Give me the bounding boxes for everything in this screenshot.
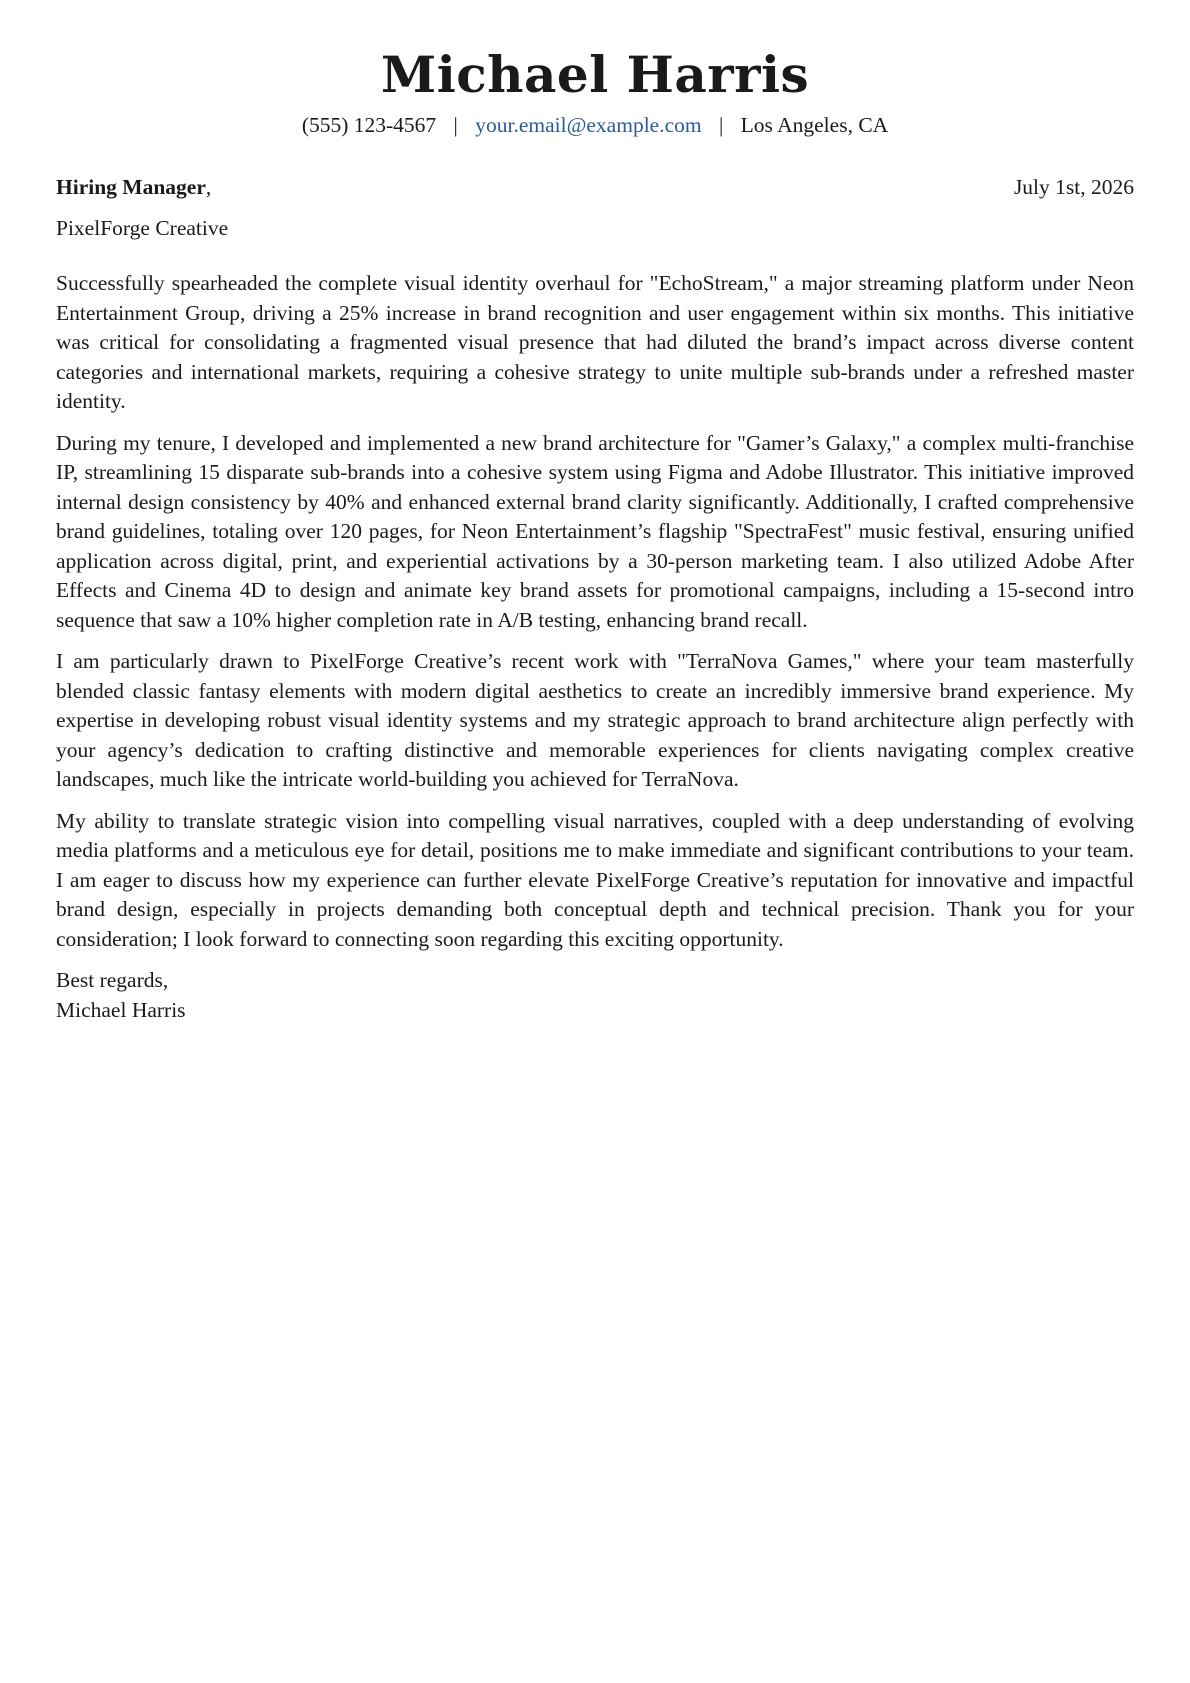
company-name: PixelForge Creative [56, 216, 229, 240]
body-paragraph: Successfully spearheaded the complete visual identity overhaul for "EchoStream," a major streaming platform under Neon Entertainment Group, driving a 25% increase in brand recognition and user engagement within six months. This initiative was critical for consolidating a fragmented visual presence that had diluted the brand’s impact across diverse content categories and international markets, requiring a cohesive strategy to unite multiple sub-brands under a refreshed master identity. [56, 271, 1134, 413]
body-paragraph: I am particularly drawn to PixelForge Creative’s recent work with "TerraNova Games," where your team masterfully blended classic fantasy elements with modern digital aesthetics to create an incredibly immersive brand experience. My expertise in developing robust visual identity systems and my strategic approach to brand architecture align perfectly with your agency’s dedication to crafting distinctive and memorable experiences for clients navigating complex creative landscapes, much like the intricate world-building you achieved for TerraNova. [56, 649, 1134, 791]
contact-separator: | [718, 113, 724, 137]
signature-name: Michael Harris [56, 997, 186, 1022]
phone-number: (555) 123-4567 [301, 113, 437, 137]
salutation [56, 172, 211, 202]
closing-phrase: Best regards, [56, 968, 169, 992]
letter-closing [56, 966, 1134, 1025]
letter-body [56, 269, 1134, 954]
recipient-date-row [56, 172, 1134, 202]
applicant-name: Michael Harris [380, 45, 810, 104]
letter-header [56, 0, 1134, 140]
location: Los Angeles, CA [740, 113, 889, 137]
body-paragraph: During my tenure, I developed and implemented a new brand architecture for "Gamer’s Galaxy," a complex multi-franchise IP, streamlining 15 disparate sub-brands into a cohesive system using Figma and Adobe Illustrator. This initiative improved internal design consistency by 40% and enhanced external brand clarity significantly. Additionally, I crafted comprehensive brand guidelines, totaling over 120 pages, for Neon Entertainment’s flagship "SpectraFest" music festival, ensuring unified application across digital, print, and experiential activations by a 30-person marketing team. I also utilized Adobe After Effects and Cinema 4D to design and animate key brand assets for promotional campaigns, including a 15-second intro sequence that saw a 10% higher completion rate in A/B testing, enhancing brand recall. [56, 430, 1134, 632]
contact-line [56, 110, 1134, 140]
recipient-comma: , [205, 175, 212, 199]
body-paragraph: My ability to translate strategic vision into compelling visual narratives, coupled with a deep understanding of evolving media platforms and a meticulous eye for detail, positions me to make immediate and significant contributions to your team. I am eager to discuss how my experience can further elevate PixelForge Creative’s reputation for innovative and impactful brand design, especially in projects demanding both conceptual depth and technical precision. Thank you for your consideration; I look forward to connecting soon regarding this exciting opportunity. [56, 808, 1134, 951]
recipient-name: Hiring Manager [56, 175, 206, 199]
letter-date: July 1st, 2026 [1013, 175, 1134, 199]
contact-separator: | [453, 113, 458, 137]
email-link[interactable]: your.email@example.com [475, 113, 702, 137]
